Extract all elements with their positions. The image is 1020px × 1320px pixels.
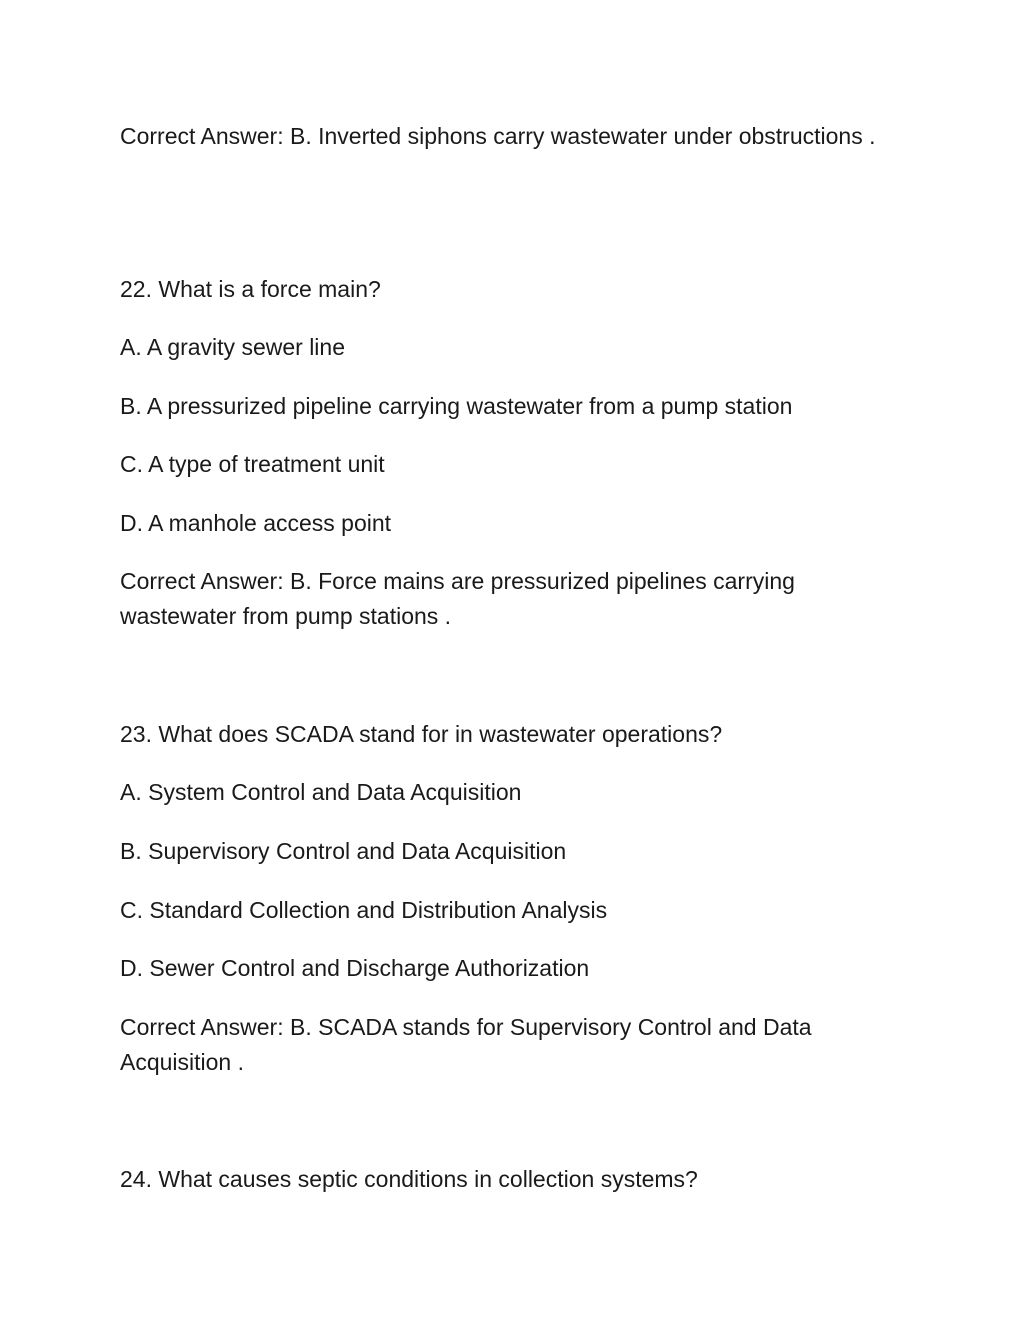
option-23-b: B. Supervisory Control and Data Acquisition <box>120 838 567 864</box>
question-24: 24. What causes septic conditions in collection systems? <box>120 1166 698 1192</box>
option-22-b: B. A pressurized pipeline carrying wastewater from a pump station <box>120 393 793 419</box>
answer-23: Correct Answer: B. SCADA stands for Supervisory Control and Data Acquisition . <box>120 1014 812 1075</box>
question-23: 23. What does SCADA stand for in wastewater operations? <box>120 721 723 747</box>
option-22-d: D. A manhole access point <box>120 510 392 536</box>
answer-21: Correct Answer: B. Inverted siphons carry wastewater under obstructions . <box>120 123 876 149</box>
option-22-a: A. A gravity sewer line <box>120 334 345 360</box>
option-22-c: C. A type of treatment unit <box>120 451 385 477</box>
option-23-d: D. Sewer Control and Discharge Authorization <box>120 955 590 981</box>
option-23-c: C. Standard Collection and Distribution Analysis <box>120 897 608 923</box>
answer-22: Correct Answer: B. Force mains are pressurized pipelines carrying wastewater from pump stations . <box>120 568 795 629</box>
question-22: 22. What is a force main? <box>120 276 381 302</box>
option-23-a: A. System Control and Data Acquisition <box>120 779 522 805</box>
